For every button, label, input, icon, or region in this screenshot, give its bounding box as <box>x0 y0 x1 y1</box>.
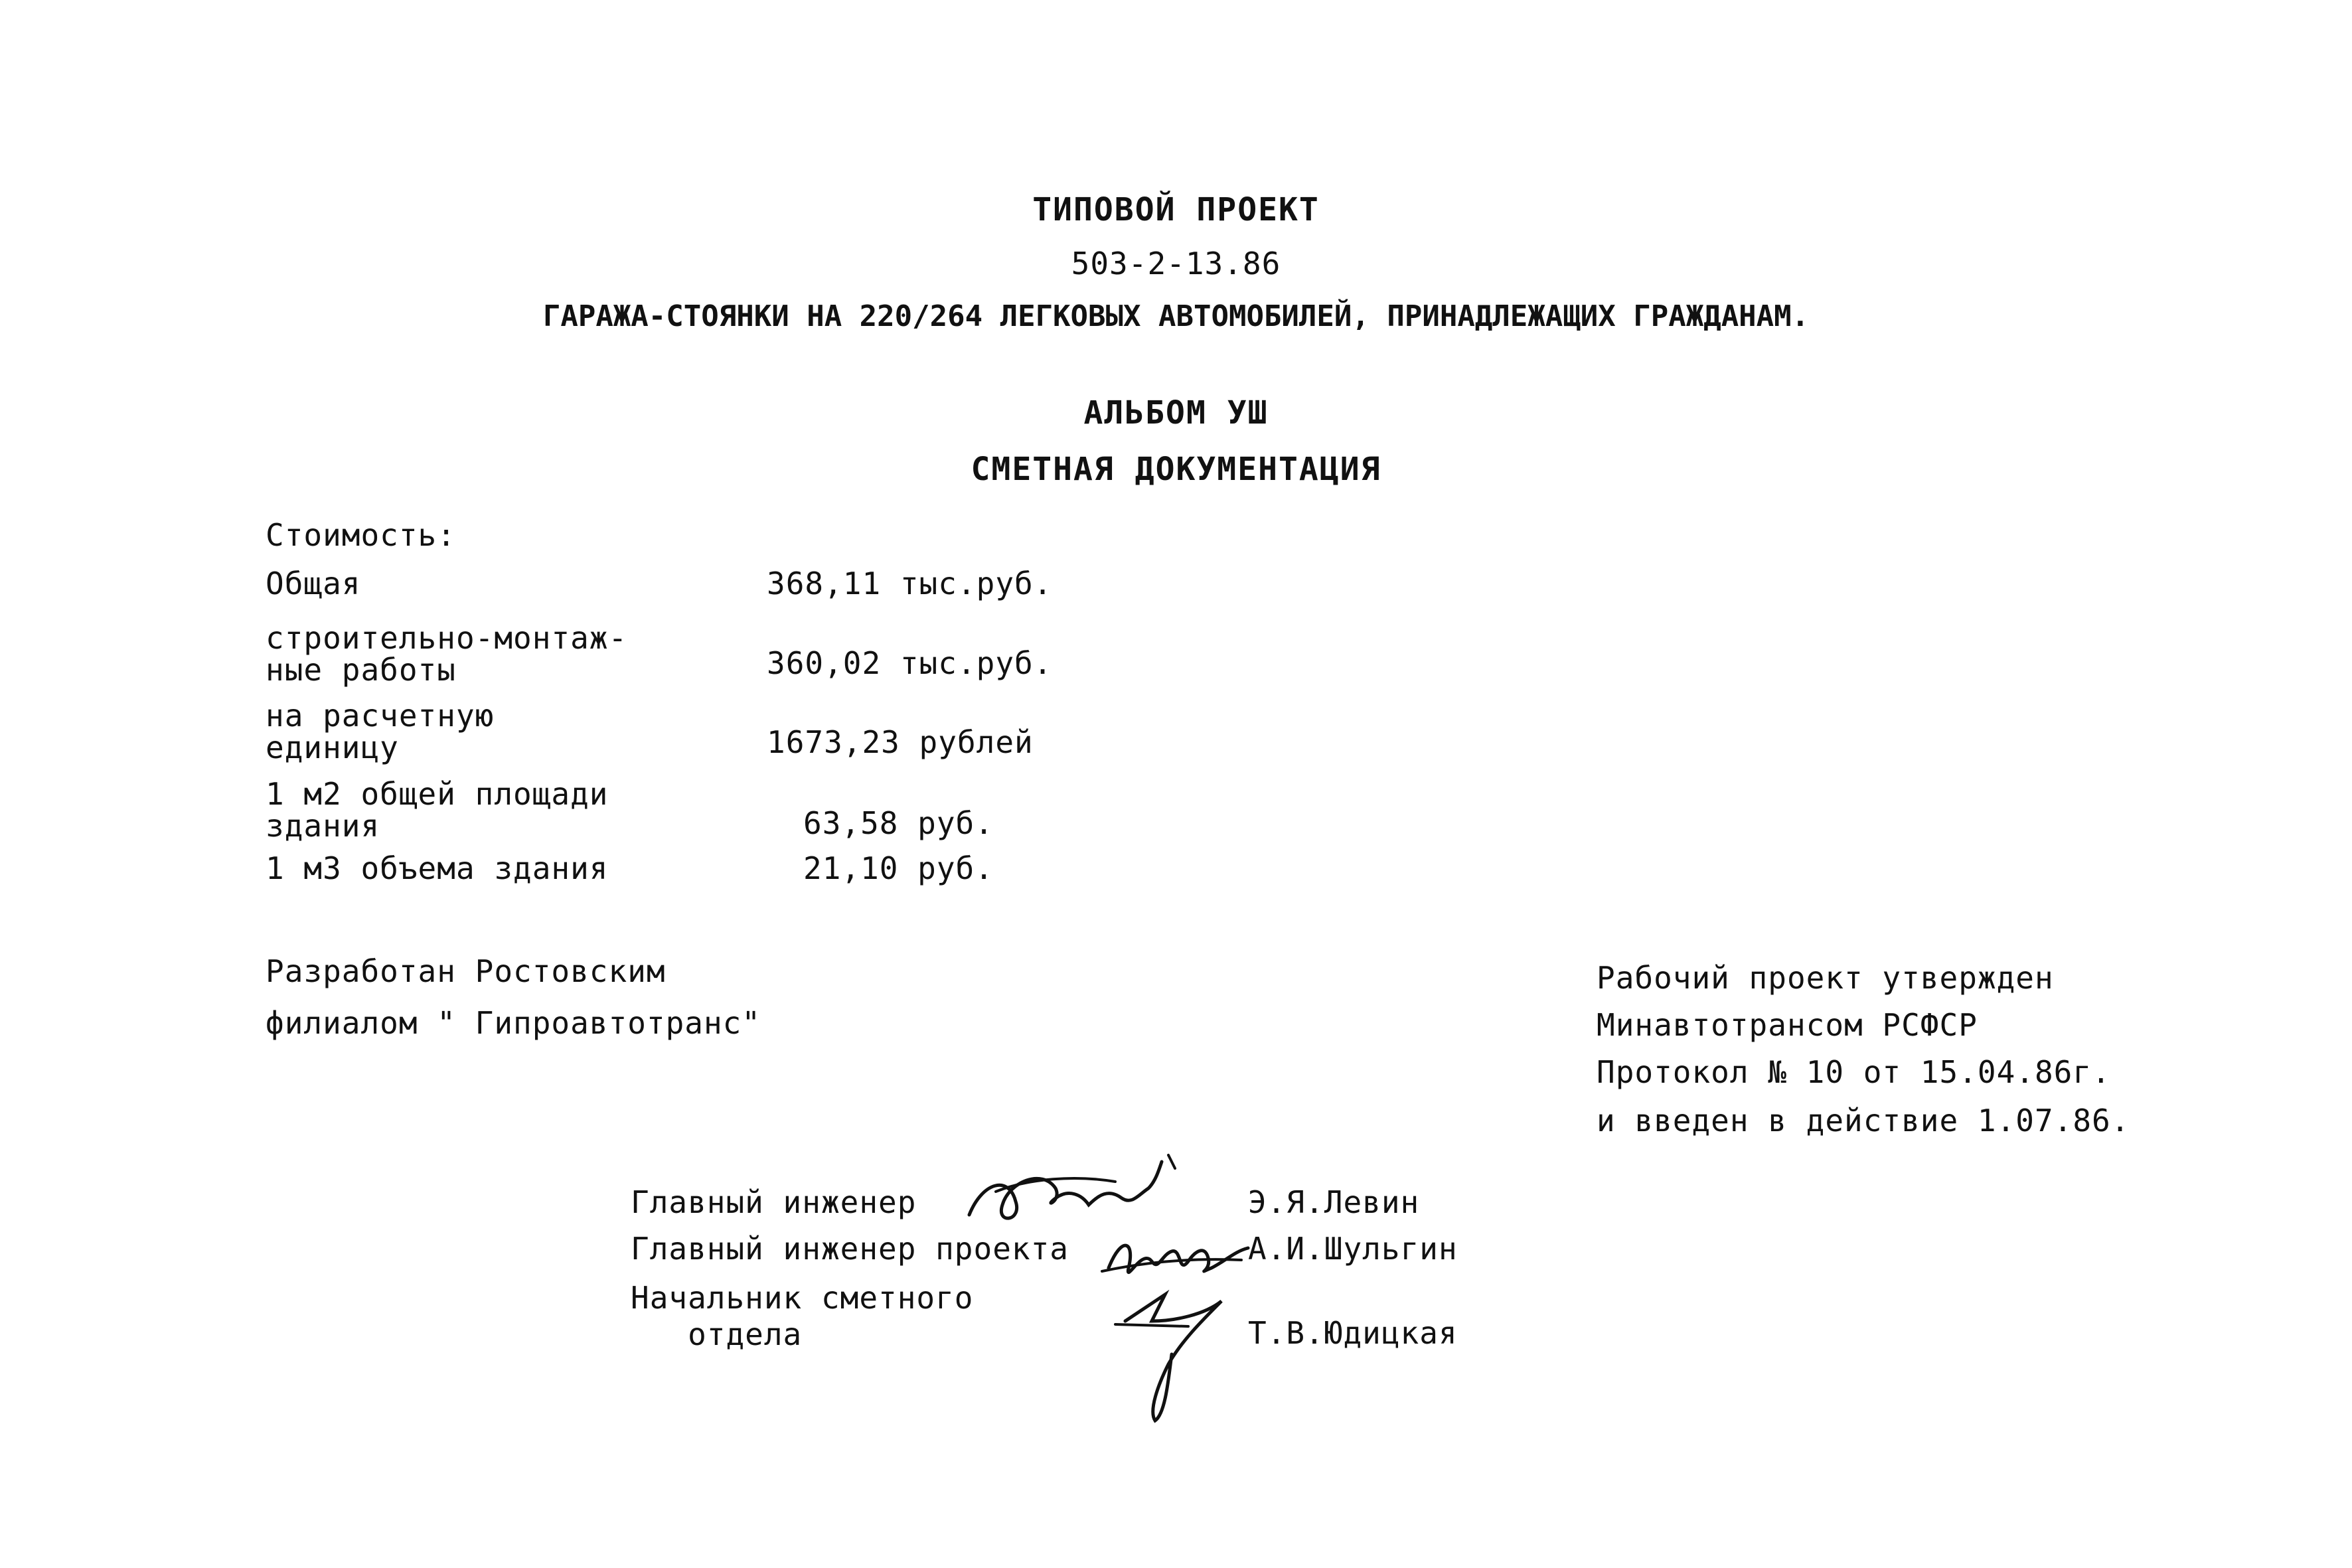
signatory-role: Главный инженер <box>631 1184 917 1220</box>
signatory-name: А.И.Шульгин <box>1248 1231 1458 1267</box>
album-number: АЛЬБОМ УШ <box>1083 394 1269 431</box>
cost-label: на расчетную единицу <box>266 698 495 766</box>
cost-label: 1 м2 общей площади здания <box>266 776 609 844</box>
cost-value: 21,10 руб. <box>803 850 994 886</box>
approval-line: Протокол № 10 от 15.04.86г. <box>1597 1054 2111 1090</box>
cost-value: 63,58 руб. <box>803 805 994 841</box>
approval-line: Рабочий проект утвержден <box>1597 960 2054 996</box>
signatory-name: Э.Я.Левин <box>1248 1184 1420 1220</box>
signatory-role: Начальник сметного отдела <box>631 1280 974 1353</box>
approval-line: и введен в действие 1.07.86. <box>1597 1103 2130 1138</box>
signature-shulgin-yuditskaya <box>1089 1221 1261 1434</box>
cost-label: 1 м3 объема здания <box>266 850 609 886</box>
cost-label: Общая <box>266 566 361 601</box>
cost-heading: Стоимость: <box>266 517 456 553</box>
cost-value: 360,02 тыс.руб. <box>767 645 1053 681</box>
project-name: ГАРАЖА-СТОЯНКИ НА 220/264 ЛЕГКОВЫХ АВТОМОБИЛЕЙ, ПРИНАДЛЕЖАЩИХ ГРАЖДАНАМ. <box>542 299 1810 333</box>
approval-line: Минавтотрансом РСФСР <box>1597 1007 1978 1043</box>
signatory-name: Т.В.Юдицкая <box>1248 1315 1458 1351</box>
developer-line: филиалом " Гипроавтотранс" <box>266 1005 761 1041</box>
document-title: ТИПОВОЙ ПРОЕКТ <box>1032 191 1320 228</box>
cost-label: строительно-монтаж- ные работы <box>266 620 628 688</box>
signatory-role: Главный инженер проекта <box>631 1231 1069 1267</box>
project-number: 503-2-13.86 <box>1071 246 1281 281</box>
album-title: СМЕТНАЯ ДОКУМЕНТАЦИЯ <box>971 451 1381 488</box>
cost-value: 368,11 тыс.руб. <box>767 566 1053 601</box>
developer-line: Разработан Ростовским <box>266 953 666 989</box>
cost-value: 1673,23 рублей <box>767 724 1034 760</box>
